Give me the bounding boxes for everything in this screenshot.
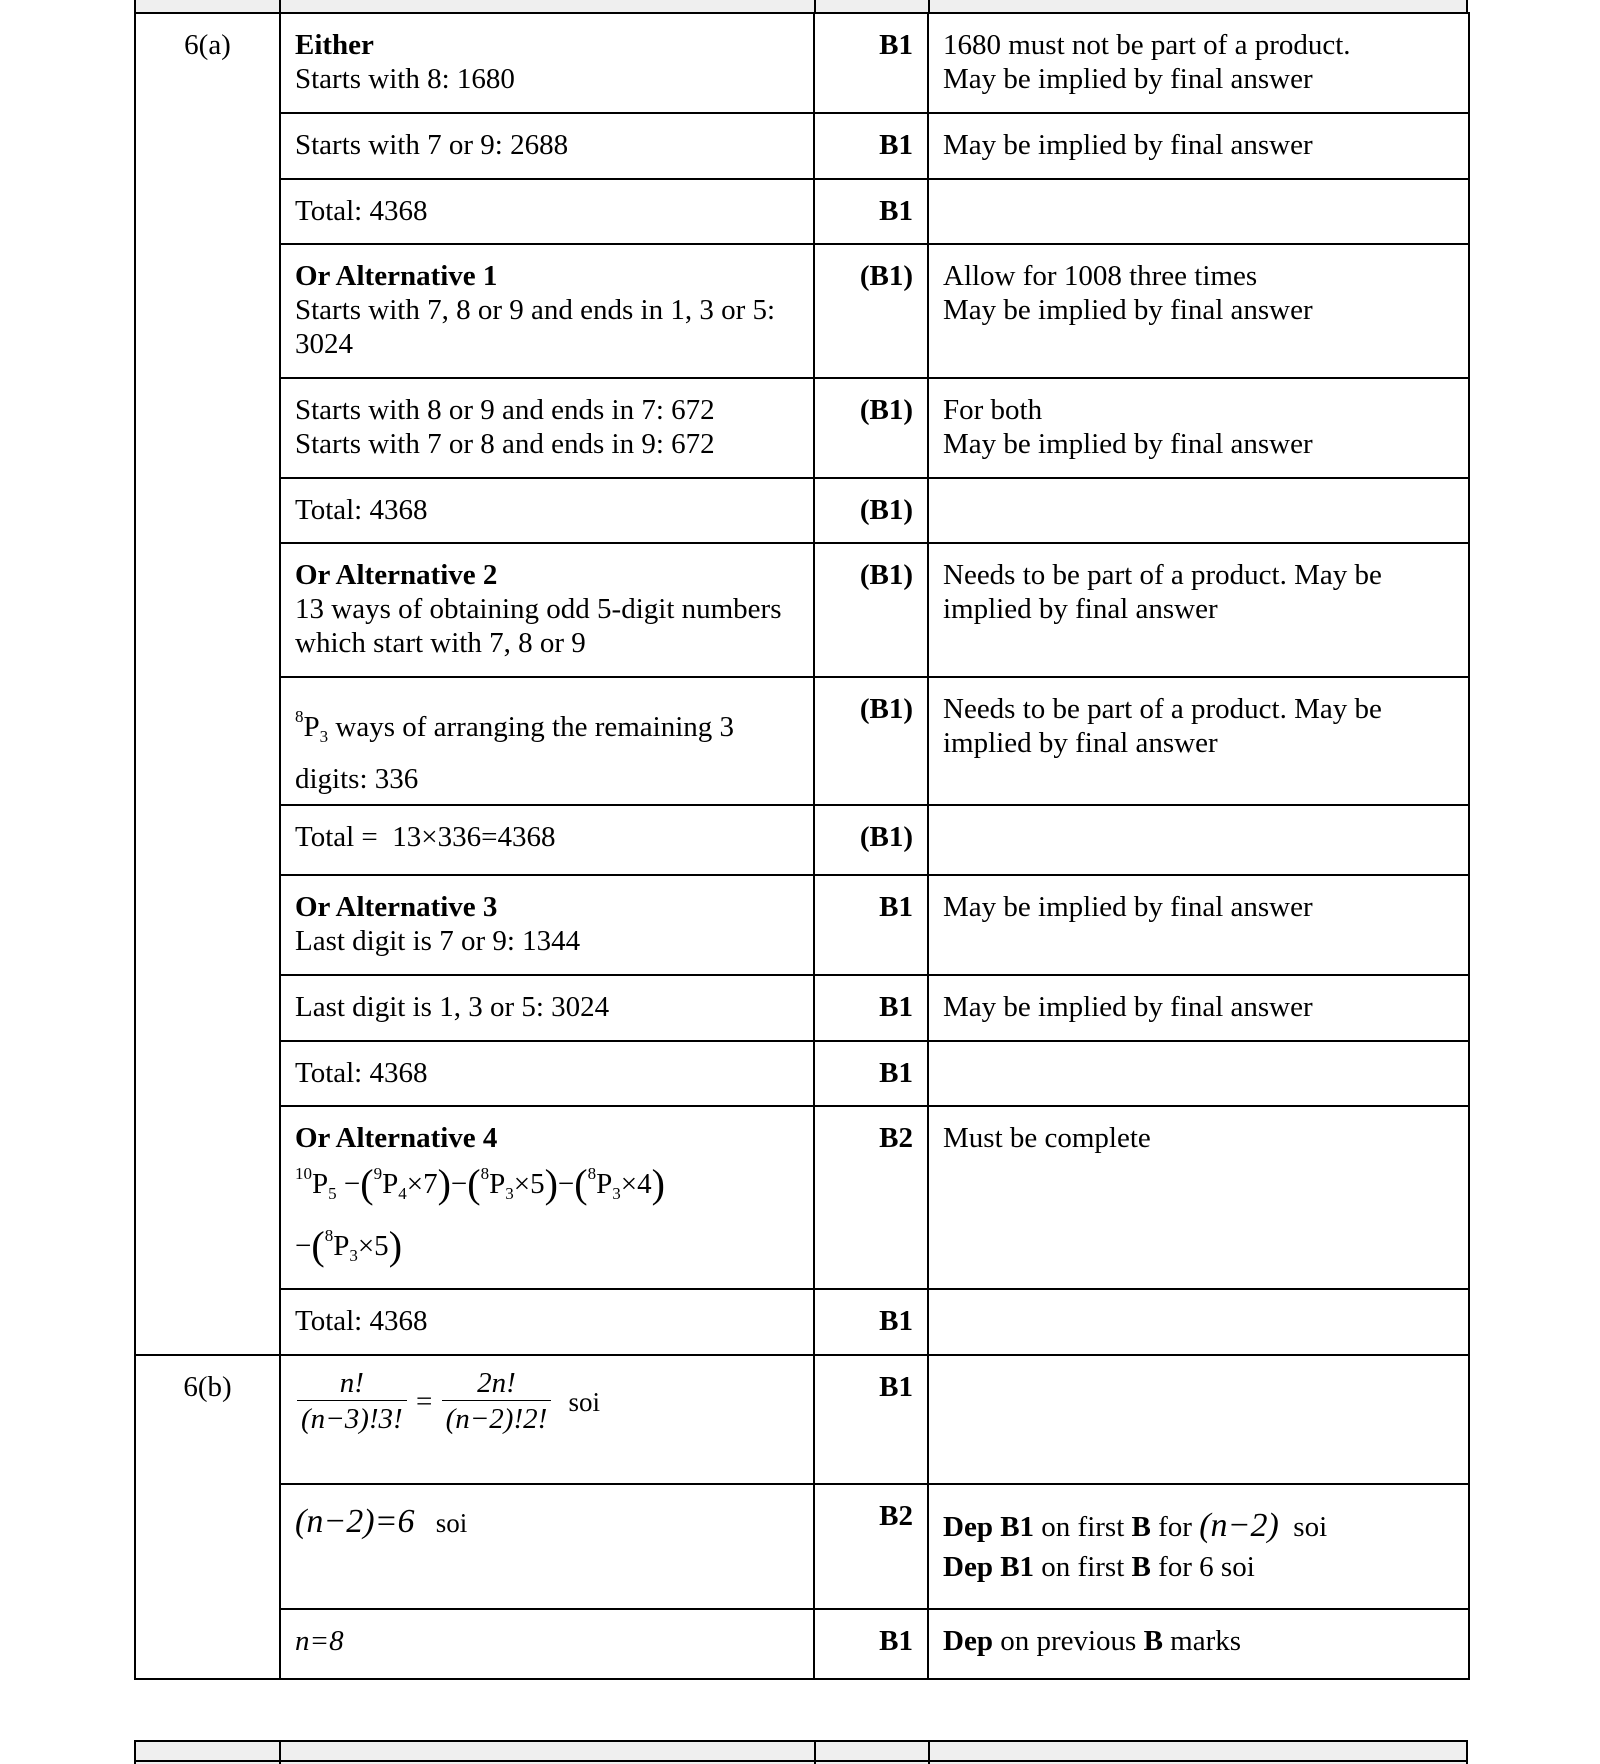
alt4-expression-line1: $^{10}P_5 -(^9P_4\times 7)-(^8P_3\times 5)-(^8P_3\times 4)$: [295, 1161, 665, 1206]
mark-cell: B2: [814, 1106, 928, 1289]
table-row: [135, 805, 1469, 875]
answer-cell: Or Alternative 3 Last digit is 7 or 9: 1344: [280, 875, 814, 975]
answer-cell: $\frac{n!}{(n-3)!3!}$ = $\frac{2n!}{(n-2)!2!}$ soi: [280, 1355, 814, 1484]
mark-cell: B2: [814, 1484, 928, 1609]
mark-cell: (B1): [814, 244, 928, 378]
table-row: [135, 875, 1469, 975]
table-row: [135, 378, 1469, 478]
table-row: [135, 113, 1469, 179]
mark-cell: B1: [814, 13, 928, 113]
answer-cell: Total: 4368: [280, 1289, 814, 1355]
table-row: [135, 13, 1469, 113]
guidance-cell: Dep B1 on first B for (n−2) soi Dep B1 on first B for 6 soi: [928, 1484, 1469, 1609]
guidance-cell: [928, 478, 1469, 543]
guidance-cell: For both May be implied by final answer: [928, 378, 1469, 478]
table-row: [135, 478, 1469, 543]
mark-cell: B1: [814, 975, 928, 1041]
guidance-cell: May be implied by final answer: [928, 975, 1469, 1041]
table-row: [135, 244, 1469, 378]
table-row: [135, 975, 1469, 1041]
answer-cell: Last digit is 1, 3 or 5: 3024: [280, 975, 814, 1041]
table-row: [135, 1041, 1469, 1106]
guidance-cell: Must be complete: [928, 1106, 1469, 1289]
answer-cell: Total: 4368: [280, 1041, 814, 1106]
answer-cell: (n−2)=6 soi: [280, 1484, 814, 1609]
table-row: [135, 543, 1469, 677]
mark-scheme-table: [134, 12, 1470, 1680]
mark-cell: B1: [814, 113, 928, 179]
guidance-cell: Needs to be part of a product. May be implied by final answer: [928, 543, 1469, 677]
guidance-cell: 1680 must not be part of a product. May be implied by final answer: [928, 13, 1469, 113]
guidance-cell: May be implied by final answer: [928, 875, 1469, 975]
table-row: [135, 1355, 1469, 1484]
mark-cell: (B1): [814, 805, 928, 875]
mark-cell: B1: [814, 1355, 928, 1484]
mark-cell: (B1): [814, 677, 928, 805]
next-table-edge: [134, 1740, 1468, 1764]
mark-cell: B1: [814, 875, 928, 975]
fraction-left: $\frac{n!}{(n-3)!3!}$: [297, 1366, 407, 1437]
guidance-cell: [928, 1355, 1469, 1484]
guidance-cell: [928, 179, 1469, 244]
answer-cell: Total: 4368: [280, 478, 814, 543]
permutation-symbol: $^8P_3$: [295, 707, 329, 746]
answer-cell: Starts with 7 or 9: 2688: [280, 113, 814, 179]
answer-cell: $^8P_3$ ways of arranging the remaining 3 digits: 336: [280, 677, 814, 805]
guidance-cell: Dep on previous B marks: [928, 1609, 1469, 1679]
table-row: [135, 1106, 1469, 1289]
mark-cell: (B1): [814, 478, 928, 543]
question-number: 6(a): [135, 13, 280, 1355]
mark-cell: B1: [814, 179, 928, 244]
answer-cell: Or Alternative 4 $^{10}P_5 -(^9P_4\times 7)-(^8P_3\times 5)-(^8P_3\times 4)$ $-(^8P_3\times 5)$: [280, 1106, 814, 1289]
table-row: [135, 1609, 1469, 1679]
guidance-cell: [928, 1289, 1469, 1355]
fraction-right: $\frac{2n!}{(n-2)!2!}$: [442, 1366, 552, 1437]
answer-cell: Starts with 8 or 9 and ends in 7: 672 Starts with 7 or 8 and ends in 9: 672: [280, 378, 814, 478]
mark-cell: (B1): [814, 378, 928, 478]
guidance-cell: May be implied by final answer: [928, 113, 1469, 179]
answer-cell: Or Alternative 1 Starts with 7, 8 or 9 and ends in 1, 3 or 5: 3024: [280, 244, 814, 378]
answer-cell: n=8: [280, 1609, 814, 1679]
guidance-cell: Needs to be part of a product. May be implied by final answer: [928, 677, 1469, 805]
mark-cell: B1: [814, 1609, 928, 1679]
table-row: [135, 677, 1469, 805]
mark-cell: B1: [814, 1041, 928, 1106]
guidance-cell: Allow for 1008 three times May be implied by final answer: [928, 244, 1469, 378]
question-number: 6(b): [135, 1355, 280, 1679]
mark-cell: B1: [814, 1289, 928, 1355]
alt4-expression-line2: $-(^8P_3\times 5)$: [295, 1223, 403, 1268]
answer-cell: Total: 4368: [280, 179, 814, 244]
guidance-cell: [928, 805, 1469, 875]
answer-cell: Total = 13×336=4368: [280, 805, 814, 875]
table-row: [135, 179, 1469, 244]
mark-cell: (B1): [814, 543, 928, 677]
table-row: [135, 1484, 1469, 1609]
guidance-cell: [928, 1041, 1469, 1106]
answer-cell: Either Starts with 8: 1680: [280, 13, 814, 113]
answer-cell: Or Alternative 2 13 ways of obtaining odd 5-digit numbers which start with 7, 8 or 9: [280, 543, 814, 677]
table-row: [135, 1289, 1469, 1355]
